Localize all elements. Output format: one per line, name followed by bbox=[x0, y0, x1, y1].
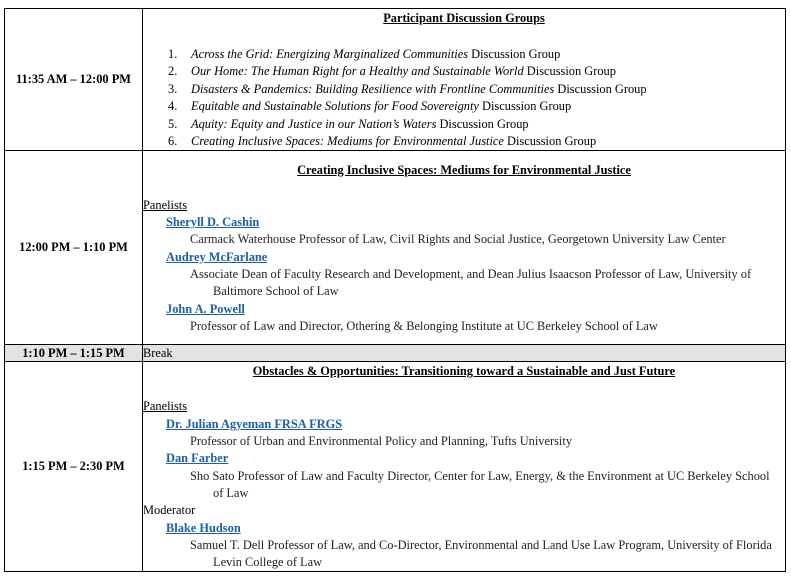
discussion-group-list bbox=[143, 46, 785, 150]
list-item: 4. Equitable and Sustainable Solutions for Food Sovereignty Discussion Group bbox=[168, 99, 572, 114]
time-cell: 1:10 PM – 1:15 PM bbox=[5, 345, 143, 362]
agenda-row bbox=[5, 151, 786, 345]
time-cell: 1:15 PM – 2:30 PM bbox=[5, 362, 143, 572]
time-cell: 12:00 PM – 1:10 PM bbox=[5, 151, 143, 345]
session-title: Obstacles & Opportunities: Transitioning toward a Sustainable and Just Future bbox=[252, 364, 676, 379]
speaker-name-link[interactable]: Dan Farber bbox=[166, 451, 229, 466]
session-cell bbox=[143, 151, 786, 345]
session-cell bbox=[143, 9, 786, 151]
moderator-label: Moderator bbox=[143, 503, 196, 518]
list-item: 1. Across the Grid: Energizing Marginalized Communities Discussion Group bbox=[168, 47, 561, 61]
panelists-label: Panelists bbox=[143, 197, 188, 212]
break-label: Break bbox=[143, 345, 786, 362]
speaker-name-link[interactable]: Sheryll D. Cashin bbox=[166, 215, 260, 230]
agenda-row bbox=[5, 362, 786, 572]
session-cell bbox=[143, 362, 786, 572]
time-cell: 11:35 AM – 12:00 PM bbox=[5, 9, 143, 151]
speaker-affiliation: Sho Sato Professor of Law and Faculty Director, Center for Law, Energy, & the Environment at UC Berkeley School of Law bbox=[190, 468, 770, 500]
speaker-name-link[interactable]: Dr. Julian Agyeman FRSA FRGS bbox=[166, 416, 343, 431]
moderator-name-link[interactable]: Blake Hudson bbox=[166, 520, 241, 535]
list-item: 5. Aquity: Equity and Justice in our Nation’s Waters Discussion Group bbox=[168, 116, 529, 131]
speaker-affiliation: Professor of Urban and Environmental Policy and Planning, Tufts University bbox=[190, 434, 573, 449]
list-item: 3. Disasters & Pandemics: Building Resilience with Frontline Communities Discussion Group bbox=[168, 81, 647, 96]
agenda-row bbox=[5, 9, 786, 151]
speaker-affiliation: Associate Dean of Faculty Research and Development, and Dean Julius Isaacson Professor of Law, University of Baltimore School of Law bbox=[190, 266, 752, 299]
panelists-label: Panelists bbox=[143, 399, 188, 414]
session-title: Creating Inclusive Spaces: Mediums for Environmental Justice bbox=[297, 162, 631, 177]
session-title: Participant Discussion Groups bbox=[383, 11, 545, 25]
moderator-affiliation: Samuel T. Dell Professor of Law, and Co-Director, Environmental and Land Use Law Program, University of Florida Levin College of Law bbox=[190, 537, 772, 570]
list-item: 2. Our Home: The Human Right for a Healthy and Sustainable World Discussion Group bbox=[168, 64, 616, 79]
agenda-row bbox=[5, 345, 786, 362]
agenda-table bbox=[4, 8, 786, 572]
list-item: 6. Creating Inclusive Spaces: Mediums for Environmental Justice Discussion Group bbox=[168, 134, 597, 149]
speaker-affiliation: Carmack Waterhouse Professor of Law, Civil Rights and Social Justice, Georgetown University Law Center bbox=[190, 232, 726, 247]
speaker-affiliation: Professor of Law and Director, Othering & Belonging Institute at UC Berkeley School of Law bbox=[190, 318, 658, 333]
speaker-name-link[interactable]: Audrey McFarlane bbox=[166, 249, 268, 264]
speaker-name-link[interactable]: John A. Powell bbox=[166, 301, 245, 316]
